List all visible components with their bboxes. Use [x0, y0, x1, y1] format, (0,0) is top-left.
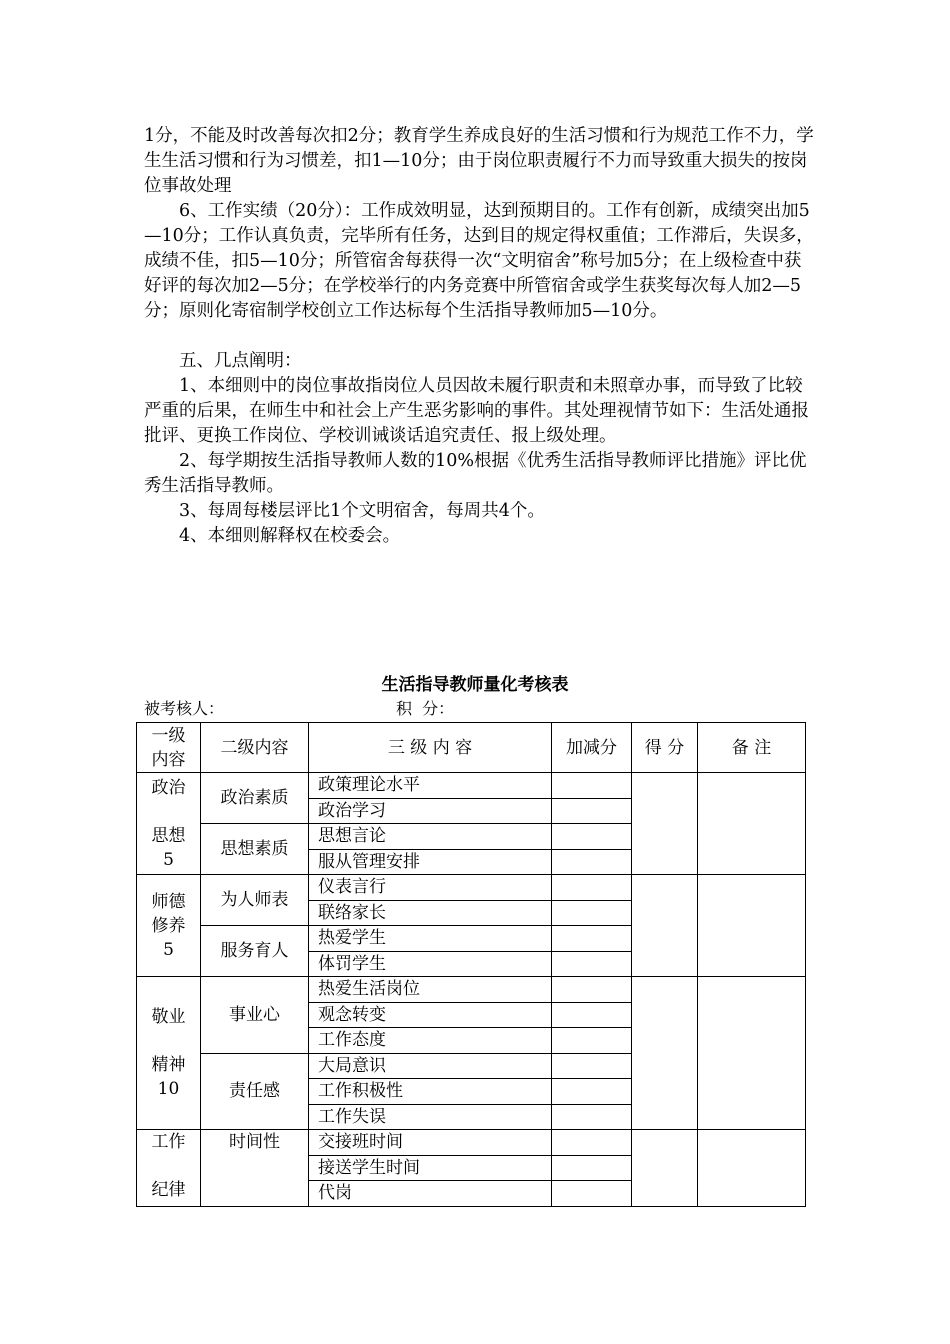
- paragraph: 3、每周每楼层评比1个文明宿舍，每周共4个。: [179, 501, 545, 521]
- table-title: 生活指导教师量化考核表: [381, 675, 569, 695]
- level1-cell: [137, 773, 201, 875]
- adjust-cell[interactable]: [552, 1053, 632, 1079]
- adjust-cell[interactable]: [552, 900, 632, 926]
- paragraph: 1、本细则中的岗位事故指岗位人员因故未履行职责和未照章办事，而导致了比较严重的后果，在师生中和社会上产生恶劣影响的事件。其处理视情节如下：生活处通报批评、更换工作岗位、学校训诫谈话追究责任、报上级处理。: [144, 376, 809, 446]
- adjust-cell[interactable]: [552, 1130, 632, 1156]
- adjust-cell[interactable]: [552, 1002, 632, 1028]
- level1-text: 敬业: [151, 1007, 186, 1027]
- level3-cell: 政策理论水平: [309, 773, 552, 799]
- adjust-cell[interactable]: [552, 977, 632, 1003]
- table-header-row: [137, 723, 806, 773]
- remark-cell[interactable]: [698, 875, 806, 977]
- level2-cell: 服务育人: [201, 926, 309, 977]
- score-cell[interactable]: [632, 1130, 698, 1207]
- score-label: 积 分：: [396, 699, 455, 718]
- level3-cell: 代岗: [309, 1181, 552, 1207]
- level1-text: 精神: [151, 1055, 186, 1075]
- adjust-cell[interactable]: [552, 1028, 632, 1054]
- level3-cell: 大局意识: [309, 1053, 552, 1079]
- assessment-table: [136, 722, 806, 1207]
- adjust-cell[interactable]: [552, 875, 632, 901]
- level3-cell: 仪表言行: [309, 875, 552, 901]
- adjust-cell[interactable]: [552, 798, 632, 824]
- level2-cell: 时间性: [201, 1130, 309, 1207]
- level2-cell: 为人师表: [201, 875, 309, 926]
- level1-text: 纪律: [151, 1180, 186, 1200]
- score-cell[interactable]: [632, 977, 698, 1130]
- level2-cell: 政治素质: [201, 773, 309, 824]
- level1-text: 政治: [151, 777, 186, 798]
- assessee-label: 被考核人：: [144, 699, 225, 718]
- table-row: [137, 773, 806, 799]
- level2-cell: 事业心: [201, 977, 309, 1054]
- table-row: [137, 875, 806, 901]
- paragraph: 6、工作实绩（20分）：工作成效明显，达到预期目的。工作有创新，成绩突出加5—10分；工作认真负责，完毕所有任务，达到目的规定得权重值；工作滞后，失误多，成绩不佳，扣5—10分；所管宿舍每获得一次“文明宿舍”称号加5分；在上级检查中获好评的每次加2—5分；在学校举行的内务竞赛中所管宿舍或学生获奖每次每人加2—5分；原则化寄宿制学校创立工作达标每个生活指导教师加5—10分。: [144, 201, 814, 321]
- level3-cell: 服从管理安排: [309, 849, 552, 875]
- adjust-cell[interactable]: [552, 824, 632, 850]
- level3-cell: 工作失误: [309, 1104, 552, 1130]
- score-cell[interactable]: [632, 875, 698, 977]
- remark-cell[interactable]: [698, 1130, 806, 1207]
- level3-cell: 交接班时间: [309, 1130, 552, 1156]
- remark-cell[interactable]: [698, 773, 806, 875]
- level3-cell: 接送学生时间: [309, 1155, 552, 1181]
- level1-cell: [137, 1130, 201, 1207]
- adjust-cell[interactable]: [552, 849, 632, 875]
- level2-cell: 责任感: [201, 1053, 309, 1130]
- adjust-cell[interactable]: [552, 926, 632, 952]
- header-cell: 加减分: [552, 723, 632, 773]
- paragraph: 4、本细则解释权在校委会。: [179, 526, 401, 546]
- table-row: [137, 977, 806, 1003]
- header-cell: 三 级 内 容: [309, 723, 552, 773]
- level3-cell: 观念转变: [309, 1002, 552, 1028]
- level1-text: 工作: [151, 1132, 186, 1152]
- level1-cell: [137, 875, 201, 977]
- adjust-cell[interactable]: [552, 1079, 632, 1105]
- level2-cell: 思想素质: [201, 824, 309, 875]
- header-cell: 备 注: [698, 723, 806, 773]
- level3-cell: 联络家长: [309, 900, 552, 926]
- level1-text: 思想: [151, 825, 186, 846]
- header-cell: 得 分: [632, 723, 698, 773]
- adjust-cell[interactable]: [552, 773, 632, 799]
- adjust-cell[interactable]: [552, 1181, 632, 1207]
- adjust-cell[interactable]: [552, 951, 632, 977]
- level1-text: 师德: [151, 891, 186, 912]
- table-row: [137, 1130, 806, 1156]
- header-cell: 一级 内容: [137, 723, 201, 773]
- level3-cell: 工作积极性: [309, 1079, 552, 1105]
- level3-cell: 政治学习: [309, 798, 552, 824]
- level3-cell: 热爱生活岗位: [309, 977, 552, 1003]
- score-cell[interactable]: [632, 773, 698, 875]
- header-cell: 二级内容: [201, 723, 309, 773]
- paragraph: 2、每学期按生活指导教师人数的10%根据《优秀生活指导教师评比措施》评比优秀生活指导教师。: [144, 451, 807, 496]
- level1-text: 5: [163, 849, 174, 870]
- paragraph: 五、几点阐明：: [179, 351, 302, 371]
- level1-text: 10: [157, 1079, 180, 1099]
- level1-text: 5: [163, 939, 174, 960]
- level3-cell: 体罚学生: [309, 951, 552, 977]
- level3-cell: 热爱学生: [309, 926, 552, 952]
- level1-cell: [137, 977, 201, 1130]
- adjust-cell[interactable]: [552, 1104, 632, 1130]
- paragraph: 1分，不能及时改善每次扣2分；教育学生养成良好的生活习惯和行为规范工作不力，学生生活习惯和行为习惯差，扣1—10分；由于岗位职责履行不力而导致重大损失的按岗位事故处理: [144, 126, 814, 196]
- level3-cell: 工作态度: [309, 1028, 552, 1054]
- level1-text: 修养: [151, 915, 186, 936]
- remark-cell[interactable]: [698, 977, 806, 1130]
- adjust-cell[interactable]: [552, 1155, 632, 1181]
- level3-cell: 思想言论: [309, 824, 552, 850]
